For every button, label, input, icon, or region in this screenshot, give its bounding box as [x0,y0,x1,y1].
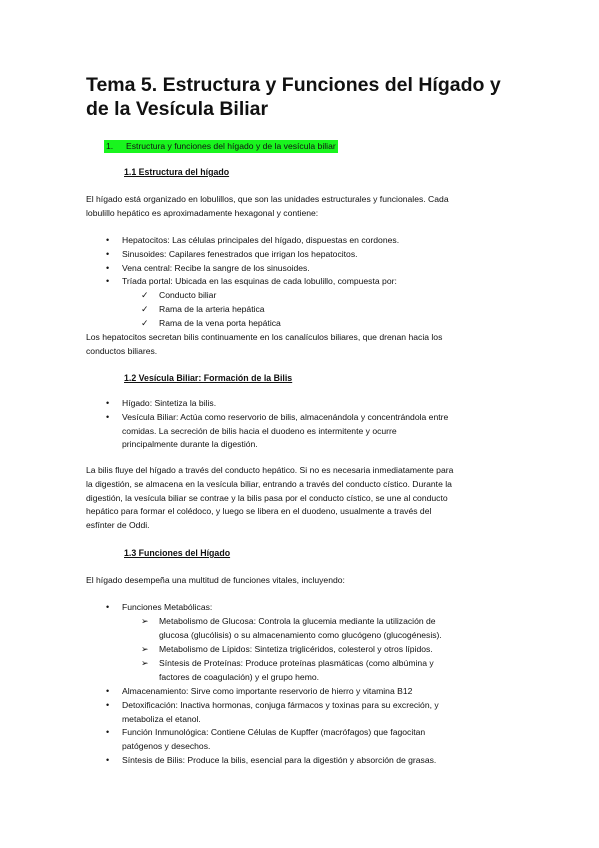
list-item: • Síntesis de Bilis: Produce la bilis, esencial para la digestión y absorción de grasas. [106,754,439,768]
check-icon: ✓ [141,304,149,314]
bullet-icon: • [106,754,110,765]
intro-line-1: El hígado está organizado en lobulillos, que son las unidades estructurales y funcionales. Cada [86,194,449,204]
bullet-icon: • [106,411,110,422]
title-line-2: de la Vesícula Biliar [86,98,269,120]
list-item: • Funciones Metabólicas: [106,601,212,615]
metabolic-list [106,601,212,615]
bullet-icon: • [106,248,110,259]
arrow-icon: ➢ [141,658,149,668]
check-icon: ✓ [141,290,149,300]
arrow-item: ➢ Metabolismo de Lípidos: Sintetiza triglicéridos, colesterol y otros lípidos. [159,643,433,657]
list-item: • Tríada portal: Ubicada en las esquinas de cada lobulillo, compuesta por: [106,275,399,289]
list-item: • Función Inmunológica: Contiene Células de Kupffer (macrófagos) que fagocitan patógenos y desechos. [106,727,426,752]
highlight-box [104,140,338,153]
intro-paragraph [86,193,449,221]
check-item: ✓ Rama de la vena porta hepática [141,317,281,331]
arrow-icon: ➢ [141,644,149,654]
list-item: • Hepatocitos: Las células principales del hígado, dispuestas en cordones. [106,234,399,248]
section-label: Estructura y funciones del hígado y de la vesícula biliar [126,141,336,151]
subheading-vesicula: 1.2 Vesícula Biliar: Formación de la Bilis [124,373,293,383]
bullet-icon: • [106,398,110,408]
section-number: 1. [106,141,114,151]
list-item: • Vesícula Biliar: Actúa como reservorio de bilis, almacenándola y concentrándola entre comidas. La secreción de bilis hacia el duodeno es intermitente y ocurre principalmente durante la digestión. [106,411,449,450]
page-title [86,73,526,121]
arrow-item: ➢ Metabolismo de Glucosa: Controla la glucemia mediante la utilización de glucosa (glucólisis) o su almacenamiento como glucógeno (glucogénesis). [141,616,442,640]
check-item: ✓ Rama de la arteria hepática [141,303,265,317]
list-item: • Detoxificación: Inactiva hormonas, conjuga fármacos y toxinas para su excreción, y metaboliza el etanol. [106,699,439,724]
arrow-icon: ➢ [141,616,149,626]
list-item: • Hígado: Sintetiza la bilis. [106,397,448,411]
funciones-intro: El hígado desempeña una multitud de funciones vitales, incluyendo: [86,575,345,585]
subheading-estructura: 1.1 Estructura del hígado [124,167,230,177]
section-heading-highlighted [104,140,338,152]
bilis-flow-paragraph: La bilis fluye del hígado a través del conducto hepático. Si no es necesaria inmediatamente para la digestión, se almacena en la vesícula biliar, entrando a través del conducto cístico. Durante la digestión, la vesícula biliar se contrae y la bilis pasa por el conducto cístico, se une al conducto hepático para formar el colédoco, y luego se libera en el duodeno, usualmente a través del esfínter de Oddi. [86,465,454,531]
hepatocitos-paragraph: Los hepatocitos secretan bilis continuamente en los canalículos biliares, que drenan hacia los conductos biliares. [86,332,443,356]
list-item: • Almacenamiento: Sirve como importante reservorio de hierro y vitamina B12 [106,685,439,699]
bullet-icon: • [106,262,110,273]
intro-line-2: lobulillo hepático es aproximadamente hexagonal y contiene: [86,207,319,218]
bullet-icon: • [106,235,110,245]
check-item: ✓ Conducto biliar [141,289,216,303]
bilis-list [106,397,448,452]
functions-list [106,685,439,768]
subheading-funciones: 1.3 Funciones del Hígado [124,548,231,558]
list-item: • Vena central: Recibe la sangre de los sinusoides. [106,262,399,276]
title-line-1: Tema 5. Estructura y Funciones del Hígado y [86,74,501,96]
bullet-icon: • [106,727,110,738]
arrow-item: ➢ Síntesis de Proteínas: Produce proteínas plasmáticas (como albúmina y factores de coagulación) y el grupo hemo. [141,658,434,682]
structure-list [106,234,399,289]
bullet-icon: • [106,602,110,612]
check-icon: ✓ [141,318,149,328]
list-item: • Sinusoides: Capilares fenestrados que irrigan los hepatocitos. [106,248,399,262]
bullet-icon: • [106,699,110,710]
bullet-icon: • [106,686,110,696]
bullet-icon: • [106,276,110,287]
